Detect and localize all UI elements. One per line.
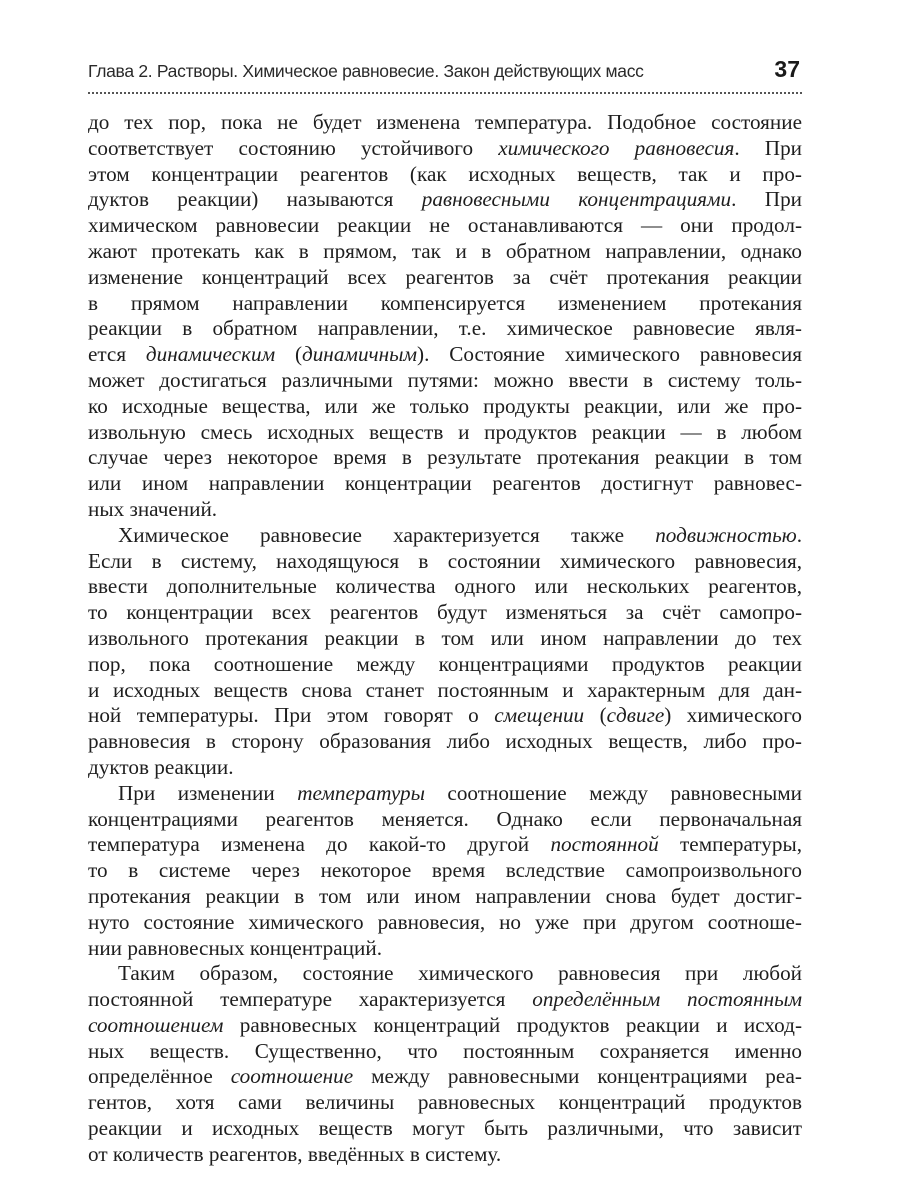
text-segment: определённое [88, 1064, 231, 1089]
italic-term: равновесными концентрациями [421, 187, 732, 212]
text-line [88, 213, 802, 239]
text-segment: в прямом направлении компенсируется изменением протекания [88, 290, 802, 315]
text-segment: то концентрации всех реагентов будут изменяться за счёт самопро- [88, 600, 802, 625]
text-line [88, 858, 802, 884]
italic-term: постоянной [550, 832, 659, 857]
text-segment: При изменении [118, 780, 298, 805]
text-segment: ) химического [664, 703, 802, 728]
text-segment: извольную смесь исходных веществ и продуктов реакции — в любом [88, 419, 802, 444]
text-segment: ной температуры. При этом говорят о [88, 703, 495, 728]
text-segment: между равновесными концентрациями реа- [353, 1064, 802, 1089]
text-segment: до тех пор, пока не будет изменена температура. Подобное состояние [88, 110, 802, 134]
text-segment: дуктов реакции. [88, 754, 234, 779]
text-segment: ко исходные вещества, или же только продукты реакции, или же про- [88, 393, 802, 418]
text-segment: ). Состояние химического равновесия [417, 342, 802, 367]
text-segment: температуры, [658, 832, 802, 857]
text-segment: от количеств реагентов, введённых в систему. [88, 1141, 502, 1166]
text-segment: и исходных веществ снова станет постоянным и характерным для дан- [88, 677, 802, 702]
text-line [88, 678, 802, 704]
text-segment: гентов, хотя сами величины равновесных концентраций продуктов [88, 1090, 802, 1115]
text-segment: реакции и исходных веществ могут быть различными, что зависит [88, 1116, 802, 1141]
italic-term: смещении [494, 703, 585, 728]
text-segment: соответствует состоянию устойчивого [88, 135, 499, 160]
text-line [88, 961, 802, 987]
text-line [88, 162, 802, 188]
text-line [88, 1013, 802, 1039]
text-line [88, 781, 802, 807]
text-line [88, 110, 802, 136]
text-line [88, 1064, 802, 1090]
text-line [88, 652, 802, 678]
text-line [88, 832, 802, 858]
text-line [88, 574, 802, 600]
text-segment: извольного протекания реакции в том или ином направлении до тех [88, 625, 802, 650]
text-segment: Химическое равновесие характеризуется также [118, 522, 656, 547]
text-segment: концентрациями реагентов меняется. Однако если первоначальная [88, 806, 802, 831]
text-segment: реакции в обратном направлении, т.е. химическое равновесие явля- [88, 316, 802, 341]
italic-term: соотношение [230, 1064, 354, 1089]
chapter-title: Глава 2. Растворы. Химическое равновесие. Закон действующих масс [88, 61, 644, 81]
text-line [88, 987, 802, 1013]
text-line [88, 342, 802, 368]
text-segment: может достигаться различными путями: можно ввести в систему толь- [88, 367, 802, 392]
text-line [88, 523, 802, 549]
text-segment: постоянной температуре характеризуется [88, 987, 533, 1012]
running-header [88, 52, 802, 94]
text-line [88, 549, 802, 575]
text-line [88, 187, 802, 213]
italic-term: подвижностью [655, 522, 797, 547]
italic-term: сдвиге [606, 703, 665, 728]
text-segment: . При [734, 135, 803, 160]
text-segment: . [796, 522, 802, 547]
text-segment: ввести дополнительные количества одного или нескольких реагентов, [88, 574, 802, 599]
text-line [88, 884, 802, 910]
text-segment: или ином направлении концентрации реагентов достигнут равновес- [88, 471, 802, 496]
text-segment: жают протекать как в прямом, так и в обратном направлении, однако [88, 238, 802, 263]
text-line [88, 1039, 802, 1065]
italic-term: определённым постоянным [532, 987, 802, 1012]
text-segment: химическом равновесии реакции не останавливаются — они продол- [88, 213, 802, 238]
text-segment: протекания реакции в том или ином направлении снова будет достиг- [88, 883, 802, 908]
text-line [88, 1090, 802, 1116]
italic-term: температуры [297, 780, 425, 805]
text-line [88, 420, 802, 446]
text-segment: равновесных концентраций продуктов реакции и исход- [223, 1012, 802, 1037]
italic-term: химического равновесия [498, 135, 735, 160]
text-line [88, 1116, 802, 1142]
text-segment: то в системе через некоторое время вследствие самопроизвольного [88, 858, 802, 883]
body-text [88, 110, 802, 1168]
text-line [88, 600, 802, 626]
italic-term: соотношением [88, 1012, 224, 1037]
text-line [88, 910, 802, 936]
text-line [88, 626, 802, 652]
text-line [88, 394, 802, 420]
text-line [88, 239, 802, 265]
text-segment: этом концентрации реагентов (как исходных веществ, так и про- [88, 161, 802, 186]
text-segment: ется [88, 342, 146, 367]
text-line [88, 445, 802, 471]
text-segment: Если в систему, находящуюся в состоянии химического равновесия, [88, 548, 802, 573]
text-line [88, 316, 802, 342]
text-segment: случае через некоторое время в результате протекания реакции в том [88, 445, 802, 470]
text-line [88, 807, 802, 833]
text-segment: равновесия в сторону образования либо исходных веществ, либо про- [88, 729, 802, 754]
text-line [88, 729, 802, 755]
text-line [88, 497, 802, 523]
page-number: 37 [774, 56, 800, 82]
text-segment: . При [731, 187, 803, 212]
text-segment: соотношение между равновесными [424, 780, 802, 805]
text-segment: ных веществ. Существенно, что постоянным сохраняется именно [88, 1038, 802, 1063]
text-segment: нии равновесных концентраций. [88, 935, 382, 960]
text-line [88, 1142, 802, 1168]
text-line [88, 265, 802, 291]
italic-term: динамическим [145, 342, 276, 367]
text-segment: нуто состояние химического равновесия, но уже при другом соотноше- [88, 909, 802, 934]
text-segment: температура изменена до какой-то другой [88, 832, 551, 857]
text-line [88, 368, 802, 394]
text-segment: ( [584, 703, 607, 728]
text-segment: дуктов реакции) называются [88, 187, 422, 212]
text-segment: пор, пока соотношение между концентрациями продуктов реакции [88, 651, 802, 676]
text-segment: ( [275, 342, 302, 367]
italic-term: динамичным [302, 342, 418, 367]
text-line [88, 936, 802, 962]
text-line [88, 755, 802, 781]
text-segment: ных значений. [88, 496, 218, 521]
text-line [88, 703, 802, 729]
text-segment: Таким образом, состояние химического равновесия при любой [118, 961, 802, 986]
text-segment: изменение концентраций всех реагентов за счёт протекания реакции [88, 264, 802, 289]
text-line [88, 471, 802, 497]
text-line [88, 136, 802, 162]
text-line [88, 291, 802, 317]
